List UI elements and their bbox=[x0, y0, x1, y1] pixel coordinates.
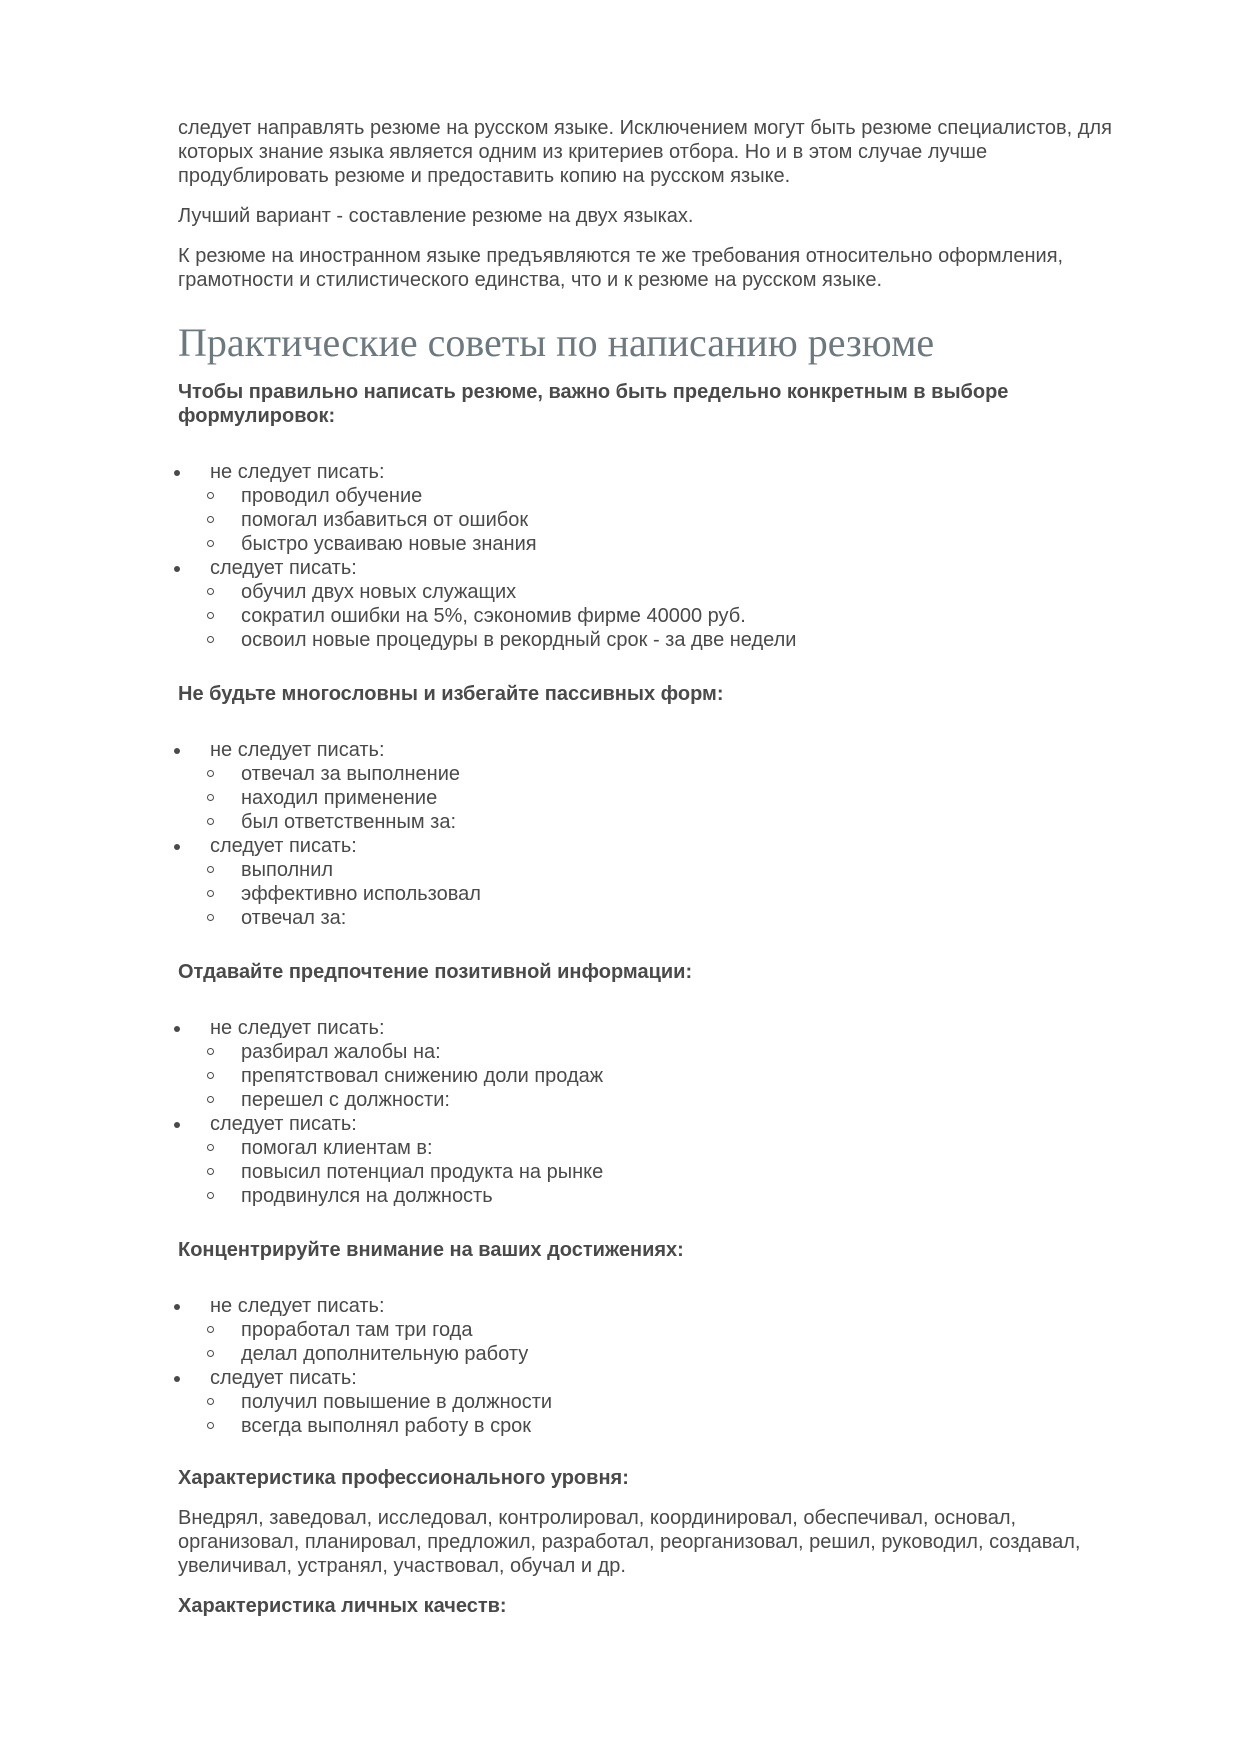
dont-write-label: не следует писать: bbox=[210, 461, 385, 483]
list-item: проработал там три года bbox=[210, 1318, 1138, 1342]
list-item: был ответственным за: bbox=[210, 810, 1138, 834]
list-item: повысил потенциал продукта на рынке bbox=[210, 1160, 1138, 1184]
do-write-item bbox=[178, 1366, 1138, 1438]
list-item: быстро усваиваю новые знания bbox=[210, 532, 1138, 556]
tip-heading: Чтобы правильно написать резюме, важно быть предельно конкретным в выборе формулировок: bbox=[178, 381, 1009, 427]
personal-heading: Характеристика личных качеств: bbox=[178, 1595, 507, 1617]
do-write-item bbox=[178, 1112, 1138, 1208]
list-item: отвечал за выполнение bbox=[210, 762, 1138, 786]
do-write-label: следует писать: bbox=[210, 835, 357, 857]
list-item: препятствовал снижению доли продаж bbox=[210, 1064, 1138, 1088]
tip-list bbox=[178, 738, 1138, 930]
tip-list bbox=[178, 460, 1138, 652]
list-item: сократил ошибки на 5%, сэкономив фирме 40000 руб. bbox=[210, 604, 1138, 628]
list-item: перешел с должности: bbox=[210, 1088, 1138, 1112]
tip-list bbox=[178, 1294, 1138, 1438]
intro-paragraph-1: следует направлять резюме на русском языке. Исключением могут быть резюме специалистов, для которых знание языка является одним из критериев отбора. Но и в этом случае лучше продублировать резюме и предоставить копию на русском языке. bbox=[178, 117, 1112, 187]
dont-write-sublist bbox=[210, 1318, 1138, 1366]
list-item: находил применение bbox=[210, 786, 1138, 810]
dont-write-item bbox=[178, 460, 1138, 556]
tip-block-specific bbox=[178, 380, 1138, 652]
list-item: разбирал жалобы на: bbox=[210, 1040, 1138, 1064]
do-write-sublist bbox=[210, 580, 1138, 652]
list-item: эффективно использовал bbox=[210, 882, 1138, 906]
dont-write-label: не следует писать: bbox=[210, 1017, 385, 1039]
list-item: обучил двух новых служащих bbox=[210, 580, 1138, 604]
dont-write-sublist bbox=[210, 484, 1138, 556]
dont-write-label: не следует писать: bbox=[210, 1295, 385, 1317]
professional-heading: Характеристика профессионального уровня: bbox=[178, 1467, 629, 1489]
list-item: всегда выполнял работу в срок bbox=[210, 1414, 1138, 1438]
tip-block-positive bbox=[178, 960, 1138, 1208]
list-item: отвечал за: bbox=[210, 906, 1138, 930]
dont-write-label: не следует писать: bbox=[210, 739, 385, 761]
tip-heading: Отдавайте предпочтение позитивной информации: bbox=[178, 961, 693, 983]
do-write-label: следует писать: bbox=[210, 557, 357, 579]
dont-write-item bbox=[178, 1016, 1138, 1112]
professional-text: Внедрял, заведовал, исследовал, контролировал, координировал, обеспечивал, основал, организовал, планировал, предложил, разработал, реорганизовал, решил, руководил, создавал, увеличивал, устранял, участвовал, обучал и др. bbox=[178, 1507, 1081, 1577]
list-item: выполнил bbox=[210, 858, 1138, 882]
do-write-sublist bbox=[210, 1390, 1138, 1438]
section-title: Практические советы по написанию резюме bbox=[178, 320, 935, 365]
intro-paragraph-2: Лучший вариант - составление резюме на двух языках. bbox=[178, 205, 694, 227]
list-item: продвинулся на должность bbox=[210, 1184, 1138, 1208]
tip-block-achievements bbox=[178, 1238, 1138, 1438]
dont-write-sublist bbox=[210, 1040, 1138, 1112]
document-page bbox=[178, 116, 1138, 1618]
intro-paragraph-3: К резюме на иностранном языке предъявляются те же требования относительно оформления, грамотности и стилистического единства, что и к резюме на русском языке. bbox=[178, 245, 1064, 291]
list-item: помогал клиентам в: bbox=[210, 1136, 1138, 1160]
do-write-item bbox=[178, 556, 1138, 652]
list-item: делал дополнительную работу bbox=[210, 1342, 1138, 1366]
tip-heading: Концентрируйте внимание на ваших достижениях: bbox=[178, 1239, 684, 1261]
list-item: получил повышение в должности bbox=[210, 1390, 1138, 1414]
dont-write-sublist bbox=[210, 762, 1138, 834]
do-write-label: следует писать: bbox=[210, 1113, 357, 1135]
do-write-sublist bbox=[210, 858, 1138, 930]
list-item: освоил новые процедуры в рекордный срок - за две недели bbox=[210, 628, 1138, 652]
do-write-sublist bbox=[210, 1136, 1138, 1208]
list-item: проводил обучение bbox=[210, 484, 1138, 508]
tip-block-concise bbox=[178, 682, 1138, 930]
do-write-label: следует писать: bbox=[210, 1367, 357, 1389]
list-item: помогал избавиться от ошибок bbox=[210, 508, 1138, 532]
tip-list bbox=[178, 1016, 1138, 1208]
dont-write-item bbox=[178, 1294, 1138, 1366]
tip-heading: Не будьте многословны и избегайте пассивных форм: bbox=[178, 683, 724, 705]
do-write-item bbox=[178, 834, 1138, 930]
dont-write-item bbox=[178, 738, 1138, 834]
